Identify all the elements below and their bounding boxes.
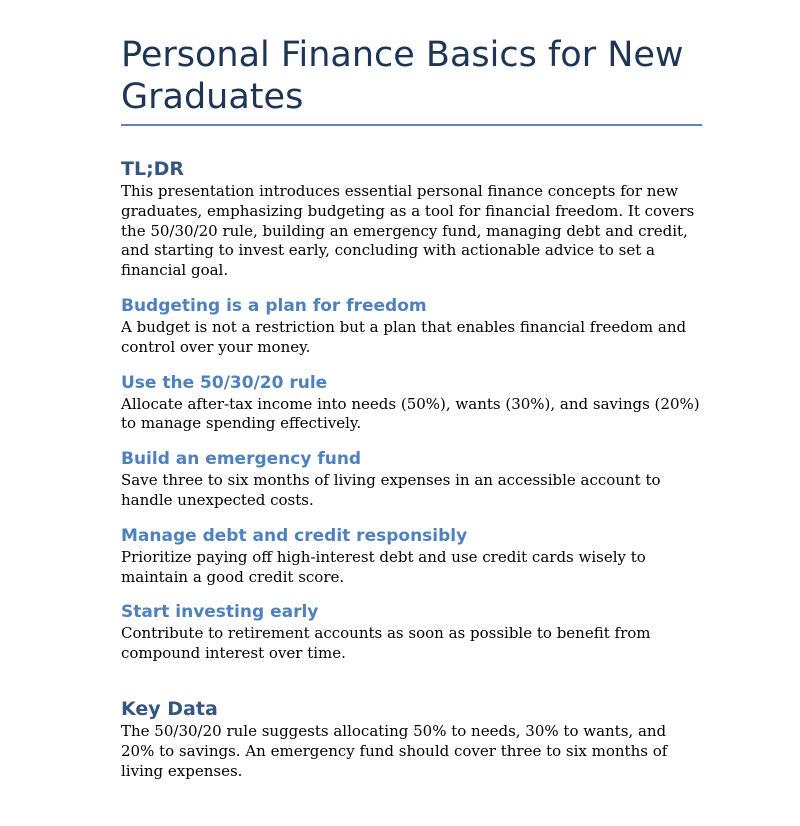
document-page xyxy=(121,34,702,781)
section-text: Contribute to retirement accounts as soon as possible to benefit from compound interest over time. xyxy=(121,624,651,663)
section-text: A budget is not a restriction but a plan that enables financial freedom and control over your money. xyxy=(121,317,687,356)
document-title: Personal Finance Basics for New Graduates xyxy=(121,35,684,117)
section-50-30-20-rule xyxy=(121,372,702,435)
title-divider xyxy=(121,124,702,126)
tldr-heading: TL;DR xyxy=(121,158,185,180)
section-text: Allocate after-tax income into needs (50%), wants (30%), and savings (20%) to manage spending effectively. xyxy=(121,394,700,433)
key-data-heading: Key Data xyxy=(121,697,218,720)
section-heading: Start investing early xyxy=(121,602,319,623)
section-emergency-fund xyxy=(121,448,702,511)
section-heading: Budgeting is a plan for freedom xyxy=(121,295,427,316)
tldr-text: This presentation introduces essential personal finance concepts for new graduates, emphasizing budgeting as a tool for financial freedom. It covers the 50/30/20 rule, building an emergency fund, managing debt and credit, and starting to invest early, concluding with actionable advice to set a financial goal. xyxy=(121,182,695,280)
section-budgeting xyxy=(121,295,702,358)
section-text: Prioritize paying off high-interest debt and use credit cards wisely to maintain a good credit score. xyxy=(121,547,646,586)
key-data-text: The 50/30/20 rule suggests allocating 50% to needs, 30% to wants, and 20% to savings. An emergency fund should cover three to six months of living expenses. xyxy=(121,721,668,780)
section-heading: Use the 50/30/20 rule xyxy=(121,372,328,393)
section-text: Save three to six months of living expenses in an accessible account to handle unexpected costs. xyxy=(121,471,661,509)
section-heading: Manage debt and credit responsibly xyxy=(121,525,468,546)
section-investing xyxy=(121,601,702,664)
section-heading: Build an emergency fund xyxy=(121,449,362,470)
section-debt-credit xyxy=(121,525,702,588)
